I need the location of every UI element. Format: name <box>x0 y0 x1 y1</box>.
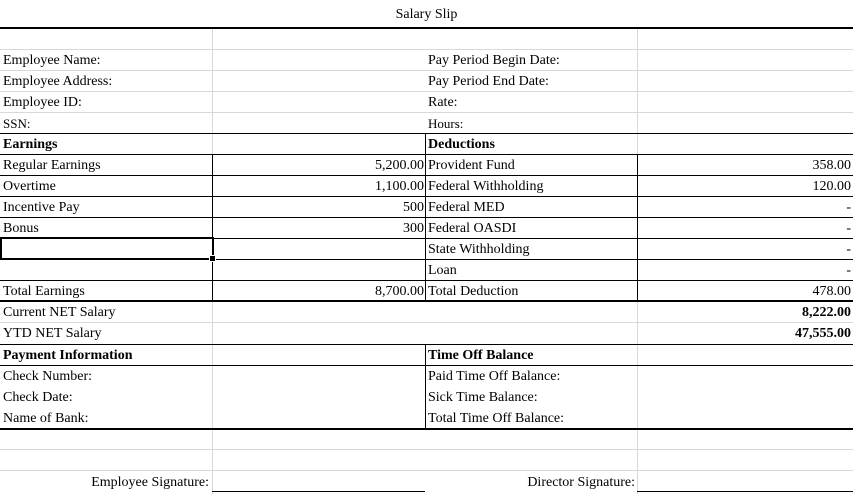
deductions-row-amount[interactable]: - <box>846 263 851 278</box>
employee-signature-line <box>212 491 425 492</box>
sick-time-label: Sick Time Balance: <box>428 390 538 405</box>
grid-row-line <box>0 70 853 71</box>
deductions-row-label: Federal OASDI <box>428 221 517 236</box>
earnings-header: Earnings <box>3 137 58 152</box>
employee-signature-label: Employee Signature: <box>91 475 209 490</box>
ytd-net-value: 47,555.00 <box>795 326 851 341</box>
ssn-label: SSN: <box>3 116 31 131</box>
payment-info-header: Payment Information <box>3 348 133 363</box>
check-date-label: Check Date: <box>3 390 73 405</box>
section-border <box>0 133 853 134</box>
earnings-row-amount[interactable]: 500 <box>403 200 424 215</box>
deductions-row-label: Provident Fund <box>428 158 515 173</box>
period-begin-label: Pay Period Begin Date: <box>428 53 560 68</box>
total-earnings-value: 8,700.00 <box>375 284 424 299</box>
grid-row-line <box>0 91 853 92</box>
bank-name-label: Name of Bank: <box>3 411 89 426</box>
total-deduction-value: 478.00 <box>812 284 851 299</box>
deductions-row-amount[interactable]: - <box>846 221 851 236</box>
deductions-row-amount[interactable]: 358.00 <box>812 158 851 173</box>
earnings-row-amount[interactable]: 1,100.00 <box>375 179 424 194</box>
earnings-row-amount[interactable]: 5,200.00 <box>375 158 424 173</box>
deductions-row-amount[interactable]: - <box>846 242 851 257</box>
deductions-row-label: Federal MED <box>428 200 505 215</box>
employee-address-label: Employee Address: <box>3 74 113 89</box>
center-divider <box>425 133 426 301</box>
director-signature-label: Director Signature: <box>527 475 635 490</box>
deductions-row-label: Loan <box>428 263 457 278</box>
deductions-row-label: State Withholding <box>428 242 530 257</box>
earnings-row-label: Overtime <box>3 179 56 194</box>
ytd-net-label: YTD NET Salary <box>3 326 102 341</box>
deductions-row-amount[interactable]: - <box>846 200 851 215</box>
employee-name-label: Employee Name: <box>3 53 101 68</box>
earnings-row-amount[interactable] <box>215 260 424 281</box>
earnings-row-label: Bonus <box>3 221 39 236</box>
earnings-row-label: Incentive Pay <box>3 200 80 215</box>
period-end-label: Pay Period End Date: <box>428 74 549 89</box>
amount-divider <box>212 154 213 301</box>
check-number-label: Check Number: <box>3 369 93 384</box>
grid-row-line <box>0 112 853 113</box>
amount-divider <box>637 154 638 301</box>
total-earnings-label: Total Earnings <box>3 284 85 299</box>
earnings-row-label: Regular Earnings <box>3 158 101 173</box>
deductions-header: Deductions <box>428 137 495 152</box>
grid-row-line <box>0 470 853 471</box>
employee-id-label: Employee ID: <box>3 95 82 110</box>
title-border <box>0 27 853 29</box>
grid-row-line <box>0 49 853 50</box>
active-cell-selection[interactable] <box>0 237 214 260</box>
current-net-value: 8,222.00 <box>802 305 851 320</box>
paid-time-off-label: Paid Time Off Balance: <box>428 369 561 384</box>
earnings-row-amount[interactable] <box>215 239 424 260</box>
rate-label: Rate: <box>428 95 458 110</box>
deductions-row-label: Federal Withholding <box>428 179 544 194</box>
current-net-label: Current NET Salary <box>3 305 116 320</box>
center-divider <box>425 344 426 429</box>
time-off-header: Time Off Balance <box>428 348 534 363</box>
earnings-row-amount[interactable]: 300 <box>403 221 424 236</box>
deductions-row-amount[interactable]: 120.00 <box>812 179 851 194</box>
director-signature-line <box>637 491 853 492</box>
grid-row-line <box>0 449 853 450</box>
section-border <box>0 428 853 430</box>
total-time-off-label: Total Time Off Balance: <box>428 411 565 426</box>
hours-label: Hours: <box>428 116 464 131</box>
total-deduction-label: Total Deduction <box>428 284 519 299</box>
page-title: Salary Slip <box>395 7 458 22</box>
